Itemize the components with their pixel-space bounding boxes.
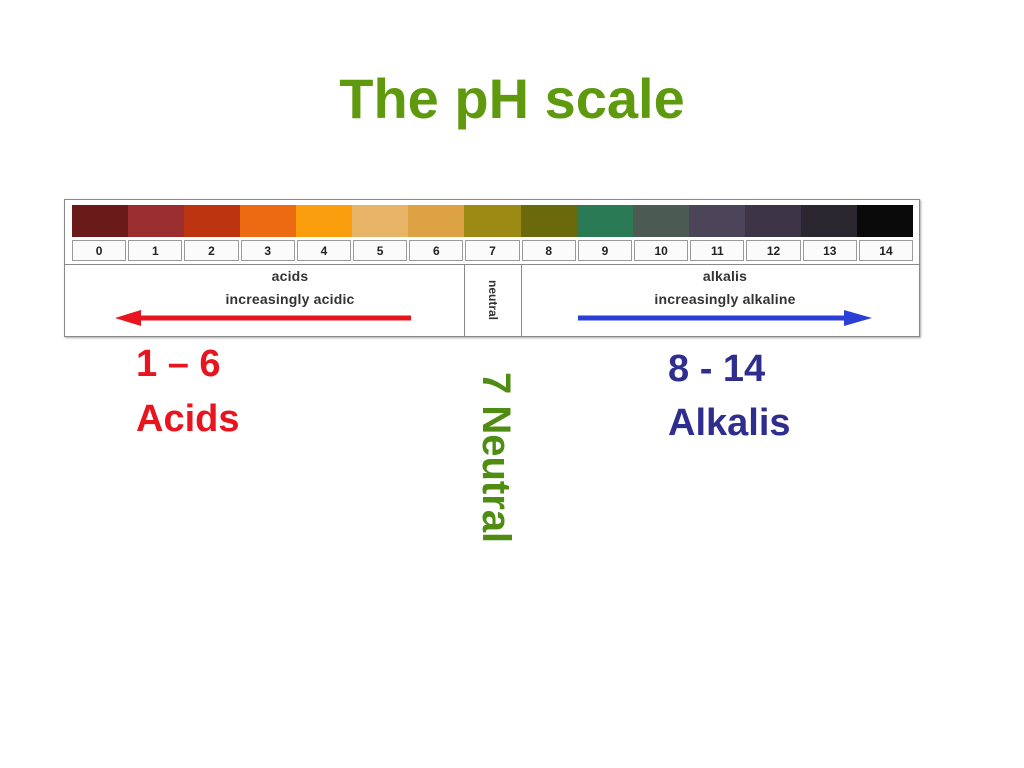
ph-color-swatch (128, 205, 184, 237)
ph-number-cell: 14 (859, 240, 913, 261)
ph-color-swatch (745, 205, 801, 237)
divider-left-neutral (464, 264, 465, 336)
neutral-callout-text: 7 Neutral (474, 372, 518, 544)
ph-number-cell: 4 (297, 240, 351, 261)
ph-color-swatch (521, 205, 577, 237)
ph-color-swatch (408, 205, 464, 237)
color-swatch-row (72, 205, 913, 237)
ph-color-swatch (296, 205, 352, 237)
alkalis-heading: alkalis (702, 268, 748, 284)
ph-color-swatch (240, 205, 296, 237)
ph-number-cell: 7 (465, 240, 519, 261)
left-arrow-icon (115, 308, 415, 328)
ph-scale-chart (64, 199, 920, 337)
ph-number-cell: 0 (72, 240, 126, 261)
ph-number-cell: 10 (634, 240, 688, 261)
acids-label: Acids (136, 398, 240, 440)
right-arrow-icon (578, 308, 878, 328)
acids-range: 1 – 6 (136, 343, 221, 385)
ph-color-swatch (801, 205, 857, 237)
neutral-vertical-label (481, 266, 505, 334)
alkalis-range: 8 - 14 (668, 348, 766, 390)
ph-number-cell: 1 (128, 240, 182, 261)
ph-color-swatch (352, 205, 408, 237)
ph-color-swatch (689, 205, 745, 237)
acids-subheading: increasingly acidic (225, 291, 355, 307)
divider-horizontal (65, 264, 919, 265)
ph-number-cell: 13 (803, 240, 857, 261)
neutral-label-text: neutral (486, 279, 501, 321)
divider-right-neutral (521, 264, 522, 336)
ph-number-cell: 9 (578, 240, 632, 261)
ph-color-swatch (184, 205, 240, 237)
ph-number-cell: 6 (409, 240, 463, 261)
ph-number-cell: 8 (522, 240, 576, 261)
ph-number-cell: 3 (241, 240, 295, 261)
acids-heading: acids (271, 268, 309, 284)
ph-color-swatch (857, 205, 913, 237)
ph-color-swatch (72, 205, 128, 237)
ph-number-row (72, 240, 913, 261)
ph-color-swatch (633, 205, 689, 237)
ph-color-swatch (577, 205, 633, 237)
ph-number-cell: 5 (353, 240, 407, 261)
alkalis-label: Alkalis (668, 402, 791, 444)
ph-color-swatch (464, 205, 520, 237)
alkalis-subheading: increasingly alkaline (654, 291, 796, 307)
page-title: The pH scale (339, 67, 685, 130)
ph-number-cell: 2 (184, 240, 238, 261)
ph-number-cell: 12 (746, 240, 800, 261)
ph-number-cell: 11 (690, 240, 744, 261)
neutral-callout (474, 372, 518, 576)
